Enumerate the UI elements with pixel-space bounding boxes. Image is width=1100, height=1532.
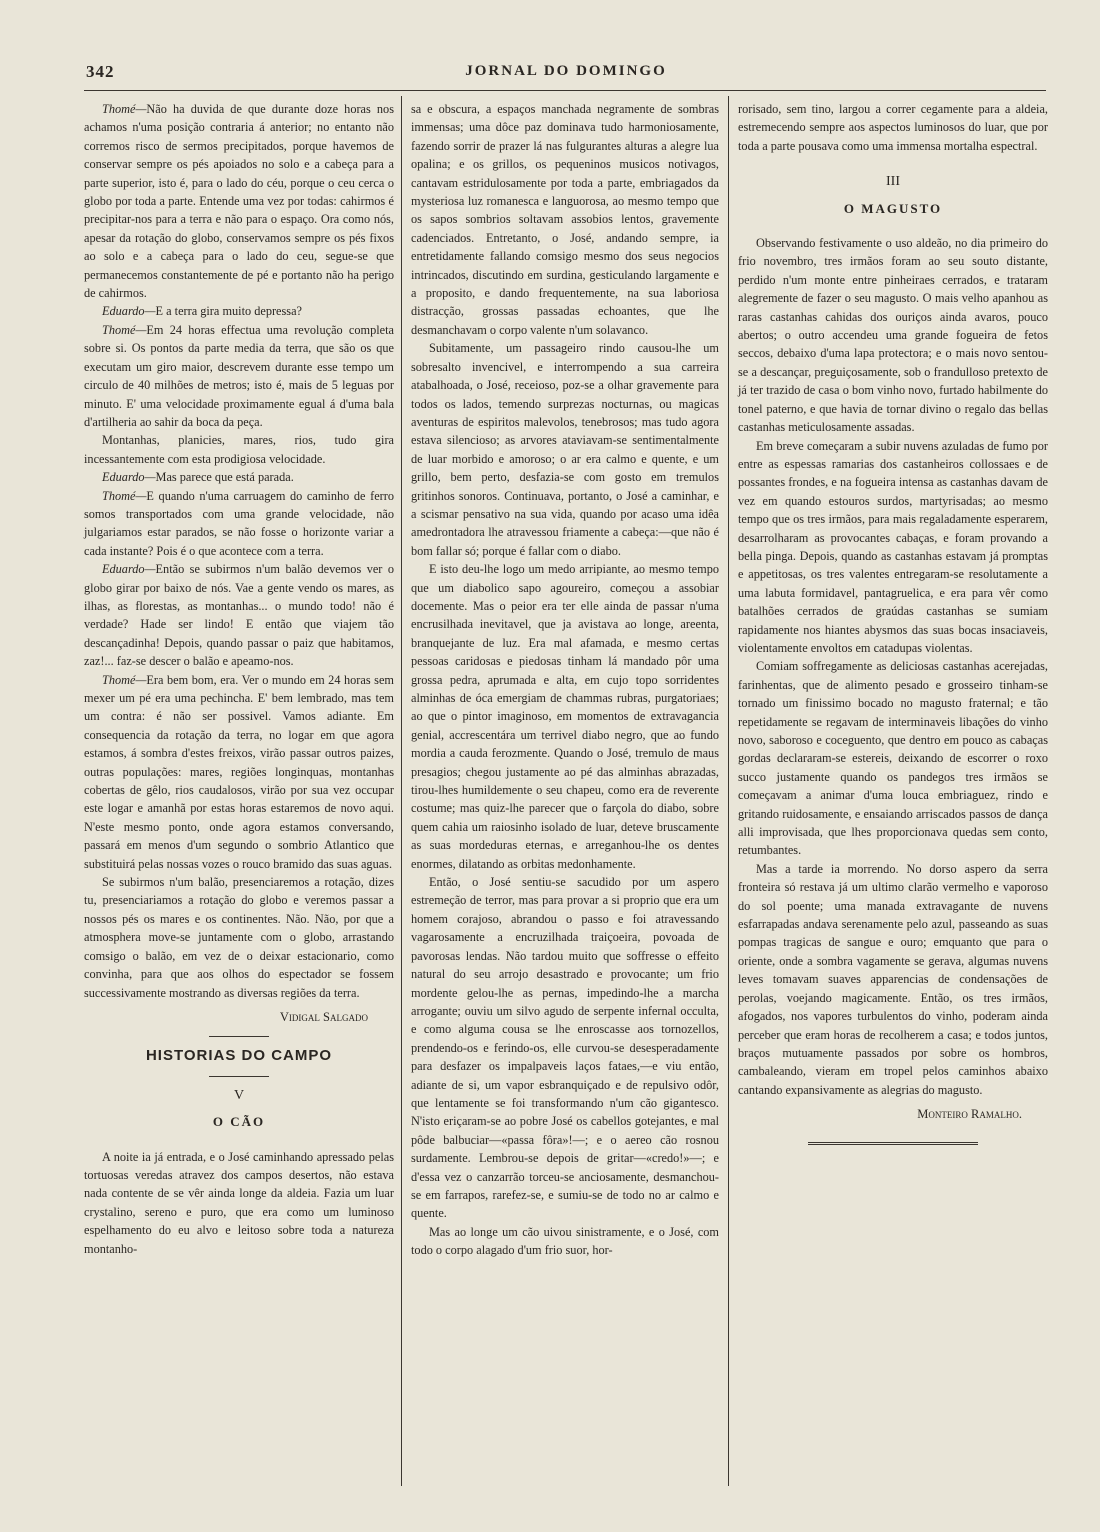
header-rule bbox=[84, 90, 1046, 91]
section-title: HISTORIAS DO CAMPO bbox=[145, 1047, 333, 1065]
story-paragraph: Em breve começaram a subir nuvens azuladas de fumo por entre as espessas ramarias dos castanheiros collossaes e de possantes frondes, e na fogueira intensa as castanhas davam de vez em quando estouros surdos, martyrisadas; ao mesmo tempo que os tres irmãos, para mais regaladamente esperarem, desarrolharam as provocantes cabaças, e foram provando a bella pinga. Depois, quando as castanhas estavam já promptas e appetitosas, os tres valentes entregaram-se resolutamente a uma labuta formidavel, pantagruelica, e era para vêr como batalhões cerrados de graúdas castanhas se sumiam rapidamente nos hiantes abysmos das suas bocas insaciaveis, violentamente envoltos em catadupas violentas. bbox=[738, 438, 1048, 655]
story-paragraph: A noite ia já entrada, e o José caminhando apressado pelas tortuosas veredas atravez dos campos desertos, não estava nada contente de se vêr ainda longe da aldeia. Fazia um luar crystalino, sereno e puro, que era como um luminoso espelhamento do eu alvo e leitoso sobre toda a natureza montanho- bbox=[84, 1149, 394, 1256]
speaker: Thomé— bbox=[102, 322, 147, 337]
page-number: 342 bbox=[86, 62, 115, 81]
dialogue-paragraph: Thomé—Era bem bom, era. Ver o mundo em 24 horas sem mexer um pé era uma pechincha. E' bem lembrado, mas tem um contra: é não ser possivel. Vamos adiante. Em consequencia da rotação da terra, no logar em que agora estamos, á sombra d'estes freixos, virão passar outros paizes, outras populações: mares, regiões longinquas, montanhas cobertas de gêlo, rios caudalosos, virão por sua vez occupar este logar e amanhã por estas horas estaremos de novo aqui. N'este mesmo ponto, onde agora estamos conversando, passará em menos d'um segundo o sombrio Atlantico que substituirá pelas nossas vozes o rouco bramido das suas aguas. bbox=[84, 672, 394, 871]
dialogue-paragraph: Thomé—Não ha duvida de que durante doze horas nos achamos n'uma posição contraria á anterior; no entanto não corremos risco de sermos precipitados, porque havemos de conservar sempre os pés apoiados no solo e a cabeça para a parte superior, isto é, para o lado do céu, porque o ceu cerca o globo por toda a parte. Entende uma vez por todas: cahirmos é precipitar-nos para a terra e não para o espaço. Ora como nós, apesar da rotação do globo, conservamos sempre os pés fixos ao solo e a cabeça para o lado do ceu, segue-se que permanecemos constantemente de pé e portanto não ha perigo de cahirmos. bbox=[84, 102, 394, 301]
speaker: Eduardo— bbox=[102, 304, 156, 319]
chapter-number: V bbox=[233, 1087, 245, 1103]
story-paragraph: Mas a tarde ia morrendo. No dorso aspero da serra fronteira só restava já um ultimo clarão vermelho e vaporoso do sol poente; uma manada extravagante de nuvens esfarrapadas andava serenamente pelo azul, passeando as suas pompas tragicas de sangue e ouro; emquanto que para o oriente, onde a sombra vagamente se gerava, algumas nuvens leves tomavam suaves apparencias de condensações de perolas, voejando magicamente. Então, os tres irmãos, afogados, nos vapores turbulentos do vinho, poderam ainda perceber que eram horas de recolherem a casa; e todos juntos, braços mutuamente passados por sobre os hombros, cambaleando, vieram em tropel pelos caminhos abaixo cantando expansivamente as alegrias do magusto. bbox=[738, 861, 1048, 1097]
author-signature: Monteiro Ramalho. bbox=[917, 1107, 1022, 1122]
story-paragraph: E isto deu-lhe logo um medo arripiante, ao mesmo tempo que um diabolico sapo agoureiro, começou a assobiar docemente. Mas o peior era ter elle ainda de passar n'uma encrusilhada inevitavel, que ja avistava ao longe, areenta, branquejante de luz. Era mal afamada, e mesmo certas pessoas caridosas e piedosas tinham lá mandado pôr uma grossa pedra, aprumada e alta, em cujo topo sorridentes alminhas de óca emergiam de chammas rubras, purgatoriaes; ao que o pintor imaginoso, em momentos de extravagancia genial, accrescentára um terrivel diabo negro, que ao fundo mordia a cauda ferozmente. Quando o José, tremulo de maus presagios; chegou justamente ao pé das alminhas abrazadas, tirou-lhes humildemente o seu chapeu, como era de reverente costume; mas quiz-lhe parecer que o farçola do diabo, sobre quem cahia um raiosinho isolado de luar, deteve bruscamente as suas mordeduras eternas, e arreganhou-lhe os dentes enormes, dilatando as orbitas medonhamente. bbox=[411, 562, 719, 871]
story-paragraph: Mas ao longe um cão uivou sinistramente, e o José, com todo o corpo alagado d'um frio suor, hor- bbox=[411, 1224, 719, 1258]
story-paragraph: sa e obscura, a espaços manchada negramente de sombras immensas; uma dôce paz dominava tudo harmoniosamente, fazendo sorrir de prazer lá nas fulgurantes alturas a alegre lua opalina; e os grillos, os pequeninos musicos notivagos, cantavam estridulosamente por toda a parte, embriagados da mysteriosa luz romanesca e languorosa, ao mesmo tempo que os sapos sombrios soltavam assobios lentos, gravemente cadenciados. Entretanto, o José, andando sempre, ia entretidamente fallando comsigo mesmo dos seus negocios intrincados, discutindo em surdina, gesticulando largamente e a proposito, e dando frequentemente, na sua laboriosa distracção, grossas passadas echoantes, que lhe desmanchavam o corpo valente n'um solavanco. bbox=[411, 102, 719, 337]
dialogue-paragraph: Thomé—Em 24 horas effectua uma revolução completa sobre si. Os pontos da parte media da terra, que são os que executam um giro maior, descrevem durante esse tempo um circulo de 40 milhões de metros; isto é, mais de 5 leguas por minuto. E' uma velocidade proximamente egual á d'uma bala d'artilheria ao sahir da boca da peça. bbox=[84, 322, 394, 429]
story-paragraph: Subitamente, um passageiro rindo causou-lhe um sobresalto invencivel, e interrompendo a sua carreira atabalhoada, o José, receioso, poz-se a olhar gravemente para todos os lados, temendo surprezas nocturnas, ou magicas aventuras de espiritos malevolos, tenebrosos; mas tudo agora estava silencioso; as arvores ataviavam-se sentimentalmente de luar morbido e amoroso; o ar era calmo e quente, e um grillo, bem perto, desfazia-se com gosto em tremulos gritinhos sonoros. Continuava, portanto, o José a caminhar, e a scismar pensativo na sua vida, quando por acaso uma idêa amedrontadora lhe atravessou friamente a cabeça:—que não é bom fallar só; porque é fallar com o diabo. bbox=[411, 341, 719, 558]
story-paragraph: rorisado, sem tino, largou a correr cegamente para a aldeia, estremecendo sempre aos aspectos luminosos do luar, que por toda a parte pousava como uma immensa mortalha espectral. bbox=[738, 102, 1048, 153]
end-rule bbox=[808, 1142, 978, 1145]
column-divider bbox=[728, 96, 729, 1486]
dialogue-paragraph: Thomé—E quando n'uma carruagem do caminho de ferro somos transportados com uma grande velocidade, não julgariamos estar parados, se não fosse o horizonte variar a cada instante? Pois é o que acontece com a terra. bbox=[84, 488, 394, 558]
dialogue-paragraph: Eduardo—Mas parece que está parada. bbox=[102, 470, 294, 485]
chapter-title: O MAGUSTO bbox=[843, 200, 943, 216]
speaker: Eduardo— bbox=[102, 562, 156, 577]
column-1 bbox=[84, 100, 394, 1258]
column-divider bbox=[401, 96, 402, 1486]
dialogue-paragraph: Se subirmos n'um balão, presenciaremos a rotação, dizes tu, presenciariamos a rotação do globo e veremos passar a nossos pés os mares e os continentes. Não. Não, por que a atmosphera move-se juntamente com o globo, arrastando comsigo o balão, em vez de o deixar estacionario, como convinha, para que aos olhos do espectador se fossem successivamente mostrando as diversas regiões da terra. bbox=[84, 875, 394, 1000]
story-paragraph: Observando festivamente o uso aldeão, no dia primeiro do frio novembro, tres irmãos foram ao seu souto distante, perdido n'um monte entre pinheiraes cerrados, e trataram alegremente de fazer o seu magusto. O mais velho apanhou as raras castanhas cahidas dos ouriços ainda avaros, pouco abertos; o outro accendeu uma grande fogueira de fetos seccos, debaixo d'uma lapa protectora; e o mais novo sentou-se a descançar, preguiçosamente, sob o frandulloso pretexto de já ter trazido de casa o bom vinho novo, furtado habilmente do tonel paterno, e que havia de tornar divino o regalo das bellas castanhas meticulosamente assadas. bbox=[738, 236, 1048, 435]
chapter-number: III bbox=[886, 174, 900, 190]
page-header bbox=[86, 62, 1046, 86]
author-signature: Vidigal Salgado bbox=[279, 1009, 368, 1024]
column-2 bbox=[411, 100, 719, 1260]
story-paragraph: Comiam soffregamente as deliciosas castanhas acerejadas, farinhentas, que de alimento pesado e grosseiro tinham-se tornado um finissimo bocado no magusto fraternal; e tão repetidamente se regavam de interminaveis libações do vinho novo, saboroso e coceguento, que dentro em pouco as cabaças gordas declararam-se estereis, deixando de escorrer o roxo succo justamente quando os pandegos tres irmãos se começavam a animar d'uma louca embriaguez, rindo e gritando ruidosamente, e ensaiando arriscados passos de dança alli improvisada, que lhes proporcionava quedas sem conto, retumbantes. bbox=[738, 659, 1048, 858]
separator-rule bbox=[209, 1036, 269, 1037]
separator-rule bbox=[209, 1076, 269, 1077]
speaker: Thomé— bbox=[102, 488, 147, 503]
speaker: Thomé— bbox=[102, 102, 147, 116]
dialogue-paragraph: Eduardo—E a terra gira muito depressa? bbox=[102, 304, 303, 319]
speaker: Thomé— bbox=[102, 672, 147, 687]
dialogue-paragraph: Eduardo—Então se subirmos n'um balão devemos ver o globo girar por baixo de nós. Vae a gente vendo os mares, as ilhas, as florestas, as montanhas... o mundo todo! não é verdade? Hade ser lindo! E então que viajem tão descançadinha! Depois, quando passar o paiz que habitamos, zaz!... faz-se descer o balão e apeamo-nos. bbox=[84, 562, 394, 669]
journal-title: JORNAL DO DOMINGO bbox=[465, 63, 667, 79]
chapter-title: O CÃO bbox=[212, 1114, 266, 1130]
speaker: Eduardo— bbox=[102, 470, 156, 485]
dialogue-paragraph: Montanhas, planicies, mares, rios, tudo gira incessantemente com esta prodigiosa velocidade. bbox=[84, 433, 394, 466]
column-3 bbox=[738, 100, 1048, 1145]
story-paragraph: Então, o José sentiu-se sacudido por um aspero estremeção de terror, mas para provar a si proprio que era um homem corajoso, abrandou o passo e foi atravessando vagarosamente a encruzilhada traiçoeira, povoada de pavorosas lendas. Não tardou muito que soffresse o effeito natural do seu arrojo desastrado e provocante; um frio mordente gelou-lhe as pernas, impedindo-lhe a marcha arrogante; ouviu um silvo agudo de serpente infernal occulta, e como alguma cousa se lhe enroscasse aos tornozellos, prendendo-os e ferindo-os, elle curvou-se desesperadamente para desfazer os impalpaveis laços fataes,—e viu então, adiante de si, um vapor esbranquiçado e de repulsivo odôr, que lentamente se foi transformando n'um cão gigantesco. N'isto eriçaram-se ao pobre José os cabellos gotejantes, e mal pôde balbuciar—«passa fôra»!—; e o aereo cão rosnou surdamente. Lembrou-se depois de gritar—«credo!»—; e d'essa vez o canzarrão torceu-se anciosamente, desmanchou-se em farrapos, rarefez-se, e sumiu-se de todo no ar calmo e quente. bbox=[411, 875, 719, 1221]
